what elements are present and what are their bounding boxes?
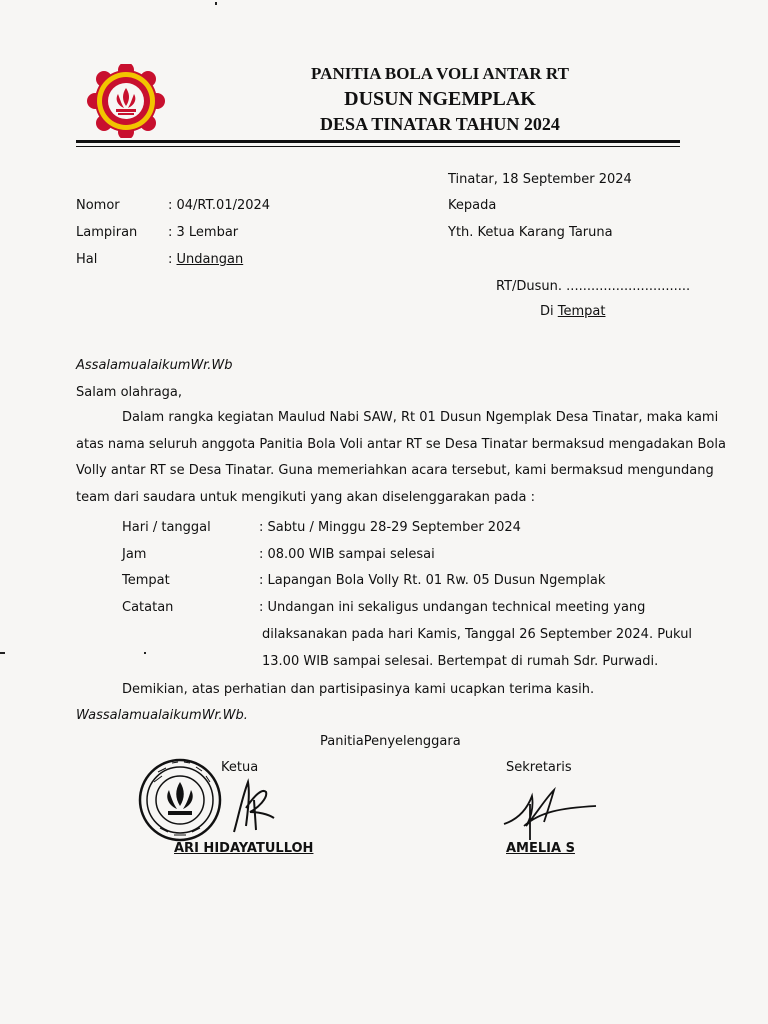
- detail-jam-label: Jam: [122, 547, 147, 562]
- scan-mark-dot: [144, 652, 146, 654]
- letterhead-line-1: PANITIA BOLA VOLI ANTAR RT: [311, 64, 569, 83]
- scan-mark-top: [215, 2, 217, 5]
- sekretaris-role: Sekretaris: [506, 760, 572, 775]
- body-line: team dari saudara untuk mengikuti yang akan diselenggarakan pada :: [76, 489, 535, 505]
- body-line: atas nama seluruh anggota Panitia Bola Voli antar RT se Desa Tinatar bermaksud mengadakan Bola: [76, 436, 726, 452]
- recipient-name: Yth. Ketua Karang Taruna: [448, 225, 613, 240]
- signature-sekretaris-icon: [500, 782, 600, 840]
- meta-nomor-value: : 04/RT.01/2024: [168, 198, 271, 213]
- meta-hal-colon: :: [168, 252, 177, 267]
- ketua-name: ARI HIDAYATULLOH: [174, 841, 314, 856]
- detail-catatan-label: Catatan: [122, 600, 174, 615]
- letterhead-line-2: DUSUN NGEMPLAK: [344, 88, 536, 110]
- body-line: Volly antar RT se Desa Tinatar. Guna memeriahkan acara tersebut, kami bermaksud mengundang: [76, 463, 714, 478]
- sekretaris-name: AMELIA S: [506, 841, 575, 856]
- left-signature: [228, 778, 278, 834]
- recipient-address: RT/Dusun. ..............................: [496, 279, 691, 294]
- ketua-role: Ketua: [221, 760, 259, 775]
- detail-hari-label: Hari / tanggal: [122, 520, 211, 535]
- detail-tempat-value: : Lapangan Bola Volly Rt. 01 Rw. 05 Dusun Ngemplak: [259, 573, 606, 588]
- greeting: AssalamualaikumWr.Wb: [76, 358, 233, 373]
- closing-sentence: Demikian, atas perhatian dan partisipasinya kami ucapkan terima kasih.: [122, 682, 595, 697]
- letterhead-line-3: DESA TINATAR TAHUN 2024: [320, 114, 560, 134]
- meta-lampiran-label: Lampiran: [76, 225, 138, 240]
- letterhead-rule-thick: [76, 140, 680, 143]
- recipient-place: [540, 304, 605, 319]
- recipient-di: Di: [540, 304, 558, 319]
- meta-hal-subject: Undangan: [176, 252, 244, 267]
- karang-taruna-emblem-icon: [86, 64, 166, 138]
- salutation: Salam olahraga,: [76, 385, 183, 400]
- committee-stamp: [132, 752, 228, 848]
- recipient-tempat: Tempat: [557, 304, 606, 319]
- recipient-kepada: Kepada: [448, 198, 497, 213]
- detail-hari-value: : Sabtu / Minggu 28-29 September 2024: [259, 520, 521, 535]
- stamp-icon: [132, 752, 228, 848]
- detail-catatan-line-2: dilaksanakan pada hari Kamis, Tanggal 26 September 2024. Pukul: [262, 627, 693, 642]
- letterhead-logo: [86, 64, 166, 138]
- committee-title: PanitiaPenyelenggara: [320, 734, 461, 749]
- right-signature: [500, 782, 600, 840]
- body-paragraph: [76, 405, 726, 511]
- body-line: Dalam rangka kegiatan Maulud Nabi SAW, Rt 01 Dusun Ngemplak Desa Tinatar, maka kami: [122, 410, 719, 425]
- meta-hal-label: Hal: [76, 252, 98, 267]
- signature-ketua-icon: [228, 778, 278, 834]
- letterhead-rule-thin: [76, 146, 680, 147]
- scan-mark-left: [0, 652, 5, 654]
- detail-jam-value: : 08.00 WIB sampai selesai: [259, 547, 435, 562]
- meta-nomor-label: Nomor: [76, 198, 120, 213]
- detail-catatan-line-3: 13.00 WIB sampai selesai. Bertempat di rumah Sdr. Purwadi.: [262, 654, 659, 669]
- farewell: WassalamualaikumWr.Wb.: [76, 708, 248, 723]
- meta-lampiran-value: : 3 Lembar: [168, 225, 239, 240]
- detail-catatan-value: : Undangan ini sekaligus undangan technical meeting yang: [259, 600, 646, 615]
- letter-date: Tinatar, 18 September 2024: [448, 172, 632, 187]
- meta-hal-value: [168, 252, 243, 267]
- detail-tempat-label: Tempat: [122, 573, 170, 588]
